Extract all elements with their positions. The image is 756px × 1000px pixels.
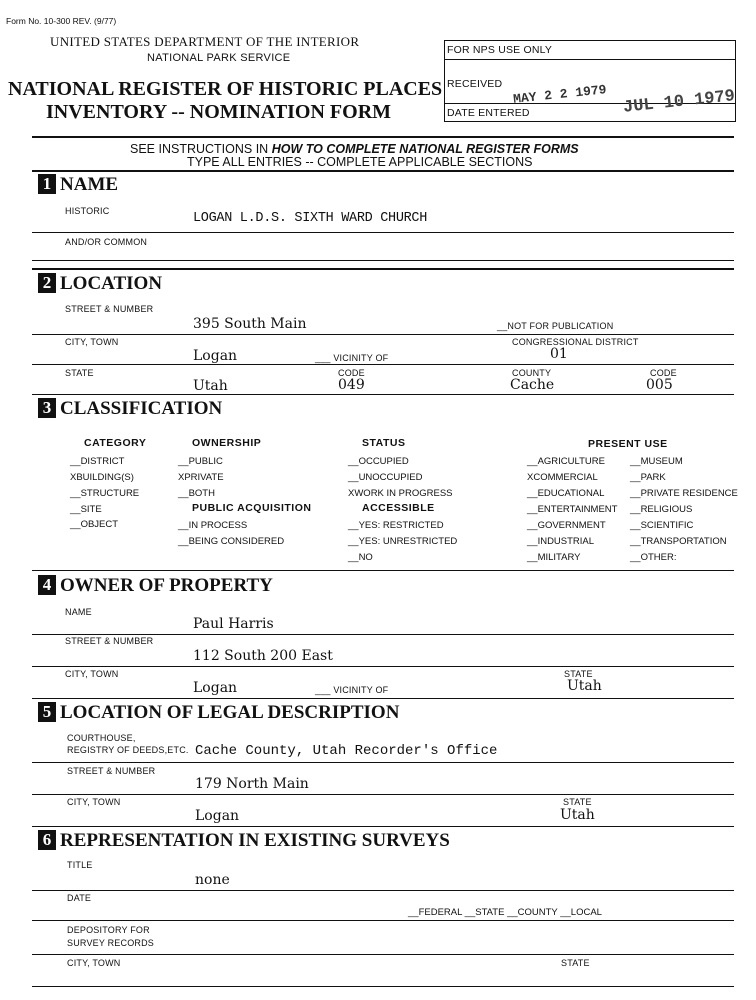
use-educational: __EDUCATIONAL bbox=[527, 488, 605, 499]
section-2-header: 2 LOCATION bbox=[38, 273, 162, 295]
legal-street-label: STREET & NUMBER bbox=[67, 766, 156, 776]
ownership-public: __PUBLIC bbox=[178, 456, 223, 467]
category-structure: __STRUCTURE bbox=[70, 488, 140, 499]
owner-street-value: 112 South 200 East bbox=[193, 648, 333, 664]
city-label: CITY, TOWN bbox=[65, 337, 119, 347]
courthouse-label-line1: COURTHOUSE, bbox=[67, 733, 136, 743]
use-park: __PARK bbox=[630, 472, 666, 483]
use-commercial: XCOMMERCIAL bbox=[527, 472, 598, 483]
category-heading: CATEGORY bbox=[84, 437, 147, 449]
congressional-district-value: 01 bbox=[550, 346, 568, 362]
state-code-value: 049 bbox=[338, 377, 365, 393]
received-stamp: MAY 2 2 1979 bbox=[512, 82, 608, 107]
access-restricted: __YES: RESTRICTED bbox=[348, 520, 444, 531]
county-value: Cache bbox=[510, 377, 555, 393]
survey-title-value: none bbox=[195, 872, 230, 888]
not-for-publication: __NOT FOR PUBLICATION bbox=[497, 321, 614, 331]
owner-name-label: NAME bbox=[65, 607, 92, 617]
depository-label-line1: DEPOSITORY FOR bbox=[67, 925, 150, 935]
state-value: Utah bbox=[193, 378, 228, 394]
section-3-header: 3 CLASSIFICATION bbox=[38, 398, 222, 420]
category-buildings: XBUILDING(S) bbox=[70, 472, 134, 483]
depository-label-line2: SURVEY RECORDS bbox=[67, 938, 154, 948]
survey-city-label: CITY, TOWN bbox=[67, 958, 121, 968]
status-work-in-progress: XWORK IN PROGRESS bbox=[348, 488, 453, 499]
received-label: RECEIVED bbox=[447, 78, 503, 90]
city-value: Logan bbox=[193, 348, 238, 364]
status-occupied: __OCCUPIED bbox=[348, 456, 409, 467]
section-1-header: 1 NAME bbox=[38, 174, 118, 196]
access-unrestricted: __YES: UNRESTRICTED bbox=[348, 536, 458, 547]
ownership-private: XPRIVATE bbox=[178, 472, 224, 483]
ownership-both: __BOTH bbox=[178, 488, 215, 499]
legal-state-value: Utah bbox=[560, 807, 595, 823]
date-entered-stamp: JUL 10 1979 bbox=[622, 87, 736, 118]
survey-date-label: DATE bbox=[67, 893, 92, 903]
use-religious: __RELIGIOUS bbox=[630, 504, 693, 515]
county-code-value: 005 bbox=[646, 377, 673, 393]
owner-state-value: Utah bbox=[567, 678, 602, 694]
use-military: __MILITARY bbox=[527, 552, 581, 563]
courthouse-value: Cache County, Utah Recorder's Office bbox=[195, 743, 498, 759]
owner-state-label: STATE bbox=[564, 669, 593, 679]
street-label: STREET & NUMBER bbox=[65, 304, 154, 314]
use-agriculture: __AGRICULTURE bbox=[527, 456, 605, 467]
nps-use-box bbox=[444, 40, 736, 122]
courthouse-label-line2: REGISTRY OF DEEDS,ETC. bbox=[67, 745, 189, 755]
owner-street-label: STREET & NUMBER bbox=[65, 636, 154, 646]
street-value: 395 South Main bbox=[193, 316, 307, 332]
historic-label: HISTORIC bbox=[65, 206, 110, 216]
category-district: __DISTRICT bbox=[70, 456, 125, 467]
owner-city-label: CITY, TOWN bbox=[65, 669, 119, 679]
status-heading: STATUS bbox=[362, 437, 406, 449]
section-5-header: 5 LOCATION OF LEGAL DESCRIPTION bbox=[38, 702, 399, 724]
service-name: NATIONAL PARK SERVICE bbox=[147, 52, 291, 64]
state-code-label: CODE bbox=[338, 368, 365, 378]
use-transportation: __TRANSPORTATION bbox=[630, 536, 727, 547]
county-label: COUNTY bbox=[512, 368, 552, 378]
acquisition-in-process: __IN PROCESS bbox=[178, 520, 248, 531]
owner-city-value: Logan bbox=[193, 680, 238, 696]
section-6-header: 6 REPRESENTATION IN EXISTING SURVEYS bbox=[38, 830, 450, 852]
use-museum: __MUSEUM bbox=[630, 456, 683, 467]
survey-levels: __FEDERAL __STATE __COUNTY __LOCAL bbox=[408, 907, 602, 918]
acquisition-being-considered: __BEING CONSIDERED bbox=[178, 536, 285, 547]
historic-name-value: LOGAN L.D.S. SIXTH WARD CHURCH bbox=[193, 211, 428, 226]
owner-vicinity-of: ___ VICINITY OF bbox=[315, 685, 389, 695]
date-entered-label: DATE ENTERED bbox=[447, 107, 530, 119]
section-4-header: 4 OWNER OF PROPERTY bbox=[38, 575, 273, 597]
use-entertainment: __ENTERTAINMENT bbox=[527, 504, 618, 515]
form-title-line2: INVENTORY -- NOMINATION FORM bbox=[46, 101, 392, 123]
legal-city-value: Logan bbox=[195, 808, 240, 824]
use-government: __GOVERNMENT bbox=[527, 520, 606, 531]
use-scientific: __SCIENTIFIC bbox=[630, 520, 694, 531]
instructions-line1: SEE INSTRUCTIONS IN HOW TO COMPLETE NATIONAL REGISTER FORMS bbox=[130, 142, 579, 156]
survey-state-label: STATE bbox=[561, 958, 590, 968]
common-name-label: AND/OR COMMON bbox=[65, 237, 148, 247]
nps-use-label: FOR NPS USE ONLY bbox=[447, 44, 553, 56]
form-title-line1: NATIONAL REGISTER OF HISTORIC PLACES bbox=[8, 78, 443, 100]
form-number: Form No. 10-300 REV. (9/77) bbox=[6, 16, 117, 26]
congressional-district-label: CONGRESSIONAL DISTRICT bbox=[512, 337, 639, 347]
category-object: __OBJECT bbox=[70, 519, 119, 530]
legal-state-label: STATE bbox=[563, 797, 592, 807]
present-use-heading: PRESENT USE bbox=[588, 438, 668, 450]
status-unoccupied: __UNOCCUPIED bbox=[348, 472, 423, 483]
public-acquisition-heading: PUBLIC ACQUISITION bbox=[192, 502, 312, 514]
survey-title-label: TITLE bbox=[67, 860, 93, 870]
vicinity-of: ___ VICINITY OF bbox=[315, 353, 389, 363]
department-name: UNITED STATES DEPARTMENT OF THE INTERIOR bbox=[50, 34, 360, 49]
instructions-line2: TYPE ALL ENTRIES -- COMPLETE APPLICABLE SECTIONS bbox=[187, 155, 533, 169]
county-code-label: CODE bbox=[650, 368, 677, 378]
use-other: __OTHER: bbox=[630, 552, 677, 563]
state-label: STATE bbox=[65, 368, 94, 378]
owner-name-value: Paul Harris bbox=[193, 616, 274, 632]
access-no: __NO bbox=[348, 552, 373, 563]
use-private-residence: __PRIVATE RESIDENCE bbox=[630, 488, 738, 499]
use-industrial: __INDUSTRIAL bbox=[527, 536, 595, 547]
category-site: __SITE bbox=[70, 504, 102, 515]
accessible-heading: ACCESSIBLE bbox=[362, 502, 435, 514]
legal-city-label: CITY, TOWN bbox=[67, 797, 121, 807]
legal-street-value: 179 North Main bbox=[195, 776, 309, 792]
ownership-heading: OWNERSHIP bbox=[192, 437, 262, 449]
